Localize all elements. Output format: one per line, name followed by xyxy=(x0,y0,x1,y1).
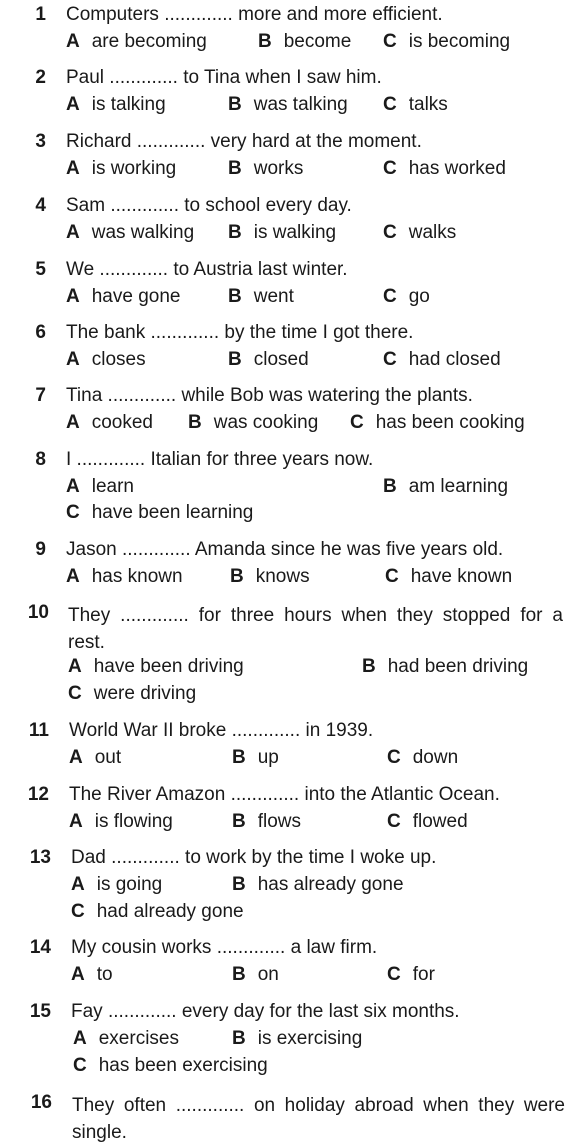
question-stem: Jason ............. Amanda since he was five years old. xyxy=(66,539,504,560)
question-stem: Tina ............. while Bob was watering the plants. xyxy=(66,385,473,406)
question-stem: They ............. for three hours when they stopped for a rest. xyxy=(68,605,563,653)
question-stem: I ............. Italian for three years now. xyxy=(66,449,374,470)
option-a[interactable]: A is going xyxy=(71,874,163,895)
option-a[interactable]: A out xyxy=(69,747,122,768)
option-c[interactable]: C down xyxy=(387,747,459,768)
question-number: 4 xyxy=(35,195,46,216)
question-number: 11 xyxy=(28,720,49,741)
option-c[interactable]: C for xyxy=(387,964,435,985)
option-b[interactable]: B is exercising xyxy=(232,1028,363,1049)
option-a[interactable]: A was walking xyxy=(66,222,195,243)
question-stem: Fay ............. every day for the last six months. xyxy=(71,1001,460,1022)
option-a[interactable]: A is working xyxy=(66,158,177,179)
question-number: 3 xyxy=(35,131,46,152)
option-b[interactable]: B went xyxy=(228,286,294,307)
option-a[interactable]: A is talking xyxy=(66,94,166,115)
question-number: 12 xyxy=(27,784,49,805)
option-a[interactable]: A learn xyxy=(66,476,134,497)
option-a[interactable]: A has known xyxy=(66,566,183,587)
question-stem: Richard ............. very hard at the moment. xyxy=(66,131,422,152)
option-c[interactable]: C have been learning xyxy=(66,502,254,523)
question-stem: They often ............. on holiday abroad when they were single. xyxy=(72,1095,565,1143)
question-number: 8 xyxy=(35,449,46,470)
option-b[interactable]: B was talking xyxy=(228,94,348,115)
option-a[interactable]: A have been driving xyxy=(68,656,244,677)
question-number: 1 xyxy=(35,4,46,25)
option-a[interactable]: A closes xyxy=(66,349,146,370)
option-c[interactable]: C walks xyxy=(383,222,457,243)
option-c[interactable]: C had already gone xyxy=(71,901,244,922)
option-c[interactable]: C had closed xyxy=(383,349,501,370)
question-number: 13 xyxy=(29,847,51,868)
option-c[interactable]: C has been cooking xyxy=(350,412,525,433)
question-stem: World War II broke ............. in 1939. xyxy=(69,720,374,741)
question-stem: Sam ............. to school every day. xyxy=(66,195,352,216)
option-b[interactable]: B closed xyxy=(228,349,309,370)
option-b[interactable]: B was cooking xyxy=(188,412,319,433)
option-c[interactable]: C has worked xyxy=(383,158,506,179)
option-b[interactable]: B flows xyxy=(232,811,302,832)
option-c[interactable]: C talks xyxy=(383,94,448,115)
question-stem: Computers ............. more and more efficient. xyxy=(66,4,443,25)
option-b[interactable]: B become xyxy=(258,31,352,52)
question-stem: My cousin works ............. a law firm. xyxy=(71,937,378,958)
option-b[interactable]: B has already gone xyxy=(232,874,404,895)
option-a[interactable]: A are becoming xyxy=(66,31,207,52)
option-b[interactable]: B knows xyxy=(230,566,310,587)
option-b[interactable]: B up xyxy=(232,747,279,768)
question-number: 7 xyxy=(35,385,46,406)
option-c[interactable]: C were driving xyxy=(68,683,197,704)
question-stem: Paul ............. to Tina when I saw him. xyxy=(66,67,382,88)
question-number: 5 xyxy=(35,259,46,280)
question-number: 6 xyxy=(35,322,46,343)
option-c[interactable]: C is becoming xyxy=(383,31,511,52)
option-c[interactable]: C have known xyxy=(385,566,513,587)
option-a[interactable]: A have gone xyxy=(66,286,181,307)
question-stem: Dad ............. to work by the time I woke up. xyxy=(71,847,437,868)
option-b[interactable]: B works xyxy=(228,158,304,179)
question-number: 9 xyxy=(35,539,46,560)
question-stem: We ............. to Austria last winter. xyxy=(66,259,348,280)
question-number: 15 xyxy=(29,1001,51,1022)
option-a[interactable]: A to xyxy=(71,964,113,985)
question-number: 2 xyxy=(35,67,46,88)
option-b[interactable]: B had been driving xyxy=(362,656,529,677)
option-c[interactable]: C flowed xyxy=(387,811,468,832)
option-b[interactable]: B on xyxy=(232,964,279,985)
option-c[interactable]: C go xyxy=(383,286,430,307)
option-b[interactable]: B am learning xyxy=(383,476,509,497)
option-a[interactable]: A cooked xyxy=(66,412,154,433)
question-number: 14 xyxy=(29,937,51,958)
question-number: 16 xyxy=(30,1092,52,1113)
option-c[interactable]: C has been exercising xyxy=(73,1055,268,1076)
option-a[interactable]: A exercises xyxy=(73,1028,179,1049)
option-b[interactable]: B is walking xyxy=(228,222,337,243)
option-a[interactable]: A is flowing xyxy=(69,811,173,832)
question-stem: The bank ............. by the time I got there. xyxy=(66,322,414,343)
question-stem: The River Amazon ............. into the Atlantic Ocean. xyxy=(69,784,500,805)
question-number: 10 xyxy=(27,602,49,623)
